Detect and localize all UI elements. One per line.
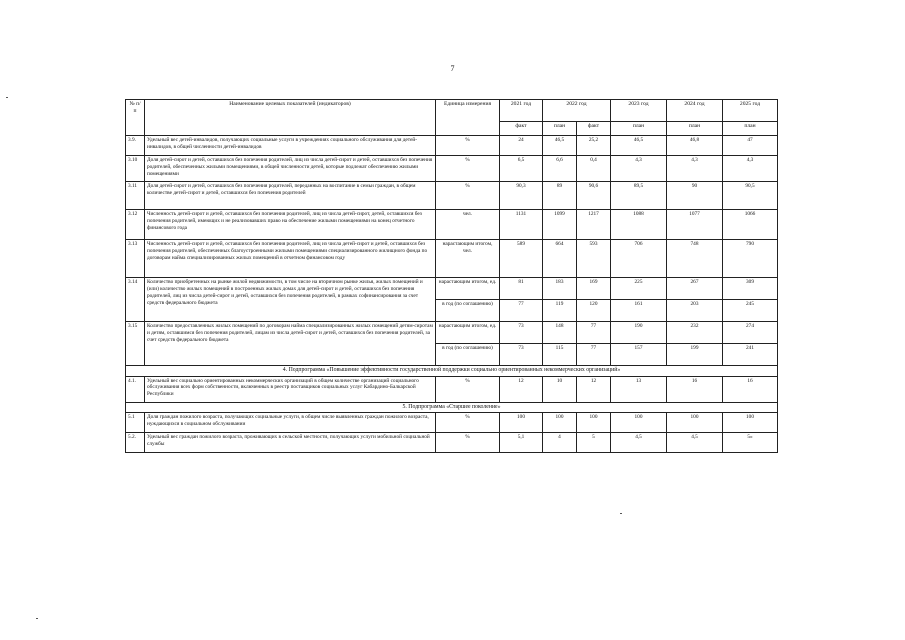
value-cell: 16 xyxy=(667,376,723,402)
value-cell: 232 xyxy=(667,322,723,344)
value-cell: 183 xyxy=(543,278,577,300)
value-cell: 16 xyxy=(723,376,778,402)
indicator-name: Количество предоставленных жилых помещений по договорам найма специализированных жилых помещений детям-сиротам и детям, оставшимся без попечения родителей, лицам из числа детей-сирот и детей, оставшихся без попечения родителей, за счет средств федерального бюджета xyxy=(145,322,436,366)
value-cell: 1099 xyxy=(543,210,577,240)
row-number: 3.13 xyxy=(126,240,145,278)
value-cell: 199 xyxy=(667,344,723,366)
scan-speck xyxy=(36,618,38,619)
header-num: № п/п xyxy=(126,100,145,136)
header-2022: 2022 год xyxy=(543,100,611,122)
value-cell: 81 xyxy=(500,278,543,300)
value-cell: 706 xyxy=(611,240,667,278)
indicator-name: Удельный вес социально ориентированных некоммерческих организаций в общем количестве организаций социального обслуживания всех форм собственности, включенных в реестр поставщиков социальных услуг Кабардино-Балкарской Республики xyxy=(145,376,436,402)
value-cell: 13 xyxy=(611,376,667,402)
value-cell: 1131 xyxy=(500,210,543,240)
value-cell: 12 xyxy=(577,376,611,402)
value-cell: 4,3 xyxy=(611,156,667,182)
subheader-2022-plan: план xyxy=(543,122,577,136)
value-cell: 267 xyxy=(667,278,723,300)
value-cell: 120 xyxy=(577,300,611,322)
header-unit: Единица измерения xyxy=(436,100,500,136)
indicators-table xyxy=(125,99,778,453)
value-cell: 47 xyxy=(723,136,778,156)
section-4-header xyxy=(126,366,778,377)
indicator-name: Количество приобретенных на рынке жилой недвижимости, в том числе на вторичном рынке жилья, жилых помещений и (или) количество жилых помещений в построенных жилых домах для детей-сирот и детей, оставшихся без попечения родителей, лиц из числа детей-сирот и детей, оставшихся без попечения родителей, в рамках софинансирования за счет средств федерального бюджета xyxy=(145,278,436,322)
value-cell: 225 xyxy=(611,278,667,300)
unit-cell: % xyxy=(436,156,500,182)
value-cell: 46,5 xyxy=(543,136,577,156)
value-cell: 90,6 xyxy=(577,182,611,210)
value-cell: 1088 xyxy=(611,210,667,240)
value-cell: 593 xyxy=(577,240,611,278)
value-cell: 274 xyxy=(723,322,778,344)
row-number: 5.1 xyxy=(126,413,145,433)
unit-cell: в год (по соглашению) xyxy=(436,300,500,322)
value-cell: 100 xyxy=(500,413,543,433)
value-cell: 6,5 xyxy=(500,156,543,182)
value-cell: 25,2 xyxy=(577,136,611,156)
row-number: 3.10 xyxy=(126,156,145,182)
unit-cell: % xyxy=(436,182,500,210)
subheader-2021-fact: факт xyxy=(500,122,543,136)
value-cell: 5» xyxy=(723,433,778,453)
value-cell: 89 xyxy=(543,182,577,210)
value-cell: 1217 xyxy=(577,210,611,240)
unit-cell: % xyxy=(436,433,500,453)
table-row xyxy=(126,156,778,182)
table-row xyxy=(126,240,778,278)
unit-cell: % xyxy=(436,376,500,402)
indicator-name: Доля детей-сирот и детей, оставшихся без попечения родителей, переданных на воспитание в семьи граждан, в общем количестве детей-сирот и детей, оставшихся без попечения родителей xyxy=(145,182,436,210)
value-cell: 0,4 xyxy=(577,156,611,182)
row-number: 3.14 xyxy=(126,278,145,322)
value-cell: 90,5 xyxy=(723,182,778,210)
indicator-name: Доля детей-сирот и детей, оставшихся без попечения родителей, лиц из числа детей-сирот и детей, оставшихся без попечения родителей, обеспеченных жилыми помещениями, в общей численности детей, которые подлежат обеспечению жилыми помещениями xyxy=(145,156,436,182)
subheader-2025-plan: план xyxy=(723,122,778,136)
header-name: Наименование целевых показателей (индикаторов) xyxy=(145,100,436,136)
subheader-2022-fact: факт xyxy=(577,122,611,136)
value-cell: 190 xyxy=(611,322,667,344)
table-row xyxy=(126,413,778,433)
value-cell: 100 xyxy=(577,413,611,433)
value-cell: 12 xyxy=(500,376,543,402)
table-row xyxy=(126,136,778,156)
header-2025: 2025 год xyxy=(723,100,778,122)
value-cell: 77 xyxy=(577,344,611,366)
section-title: 5. Подпрограмма «Старшее поколение» xyxy=(126,402,778,413)
section-5-header xyxy=(126,402,778,413)
row-number: 3.9. xyxy=(126,136,145,156)
value-cell: 24 xyxy=(500,136,543,156)
value-cell: 241 xyxy=(723,344,778,366)
value-cell: 4,5 xyxy=(667,433,723,453)
header-2021: 2021 год xyxy=(500,100,543,122)
value-cell: 10 xyxy=(543,376,577,402)
unit-cell: нарастающим итогом, ед. xyxy=(436,278,500,300)
value-cell: 73 xyxy=(500,322,543,344)
value-cell: 5,1 xyxy=(500,433,543,453)
value-cell: 148 xyxy=(543,322,577,344)
table-row xyxy=(126,433,778,453)
scan-speck xyxy=(6,97,8,98)
row-number: 3.15 xyxy=(126,322,145,366)
row-number: 3.11 xyxy=(126,182,145,210)
value-cell: 119 xyxy=(543,300,577,322)
subheader-2023-plan: план xyxy=(611,122,667,136)
value-cell: 1066 xyxy=(723,210,778,240)
scan-speck xyxy=(620,513,622,514)
section-title: 4. Подпрограмма «Повышение эффективности государственной поддержки социально ориентированных некоммерческих организаций» xyxy=(126,366,778,377)
value-cell: 46,8 xyxy=(667,136,723,156)
indicator-name: Численность детей-сирот и детей, оставшихся без попечения родителей, лиц из числа детей-сирот и детей, оставшихся без попечения родителей, обеспеченных благоустроенными жилыми помещениями специализированного жилищного фонда по договорам найма специализированных жилых помещений в отчетном финансовом году xyxy=(145,240,436,278)
row-number: 4.1. xyxy=(126,376,145,402)
indicator-name: Доля граждан пожилого возраста, получающих социальные услуги, в общем числе выявленных граждан пожилого возраста, нуждающихся в социальном обслуживании xyxy=(145,413,436,433)
indicator-name: Численность детей-сирот и детей, оставшихся без попечения родителей, лиц из числа детей-сирот, детей, оставшихся без попечения родителей, имеющих и не реализовавших право на обеспечение жилыми помещениями на конец отчетного финансового года xyxy=(145,210,436,240)
value-cell: 203 xyxy=(667,300,723,322)
value-cell: 4 xyxy=(543,433,577,453)
unit-cell: чел. xyxy=(436,210,500,240)
unit-cell: % xyxy=(436,136,500,156)
indicator-name: Удельный вес граждан пожилого возраста, проживающих в сельской местности, получающих услуги мобильной социальной службы xyxy=(145,433,436,453)
value-cell: 46,5 xyxy=(611,136,667,156)
unit-cell: в год (по соглашению) xyxy=(436,344,500,366)
value-cell: 169 xyxy=(577,278,611,300)
header-2024: 2024 год xyxy=(667,100,723,122)
unit-cell: нарастающим итогом, чел. xyxy=(436,240,500,278)
subheader-2024-plan: план xyxy=(667,122,723,136)
value-cell: 4,5 xyxy=(611,433,667,453)
value-cell: 89,5 xyxy=(611,182,667,210)
value-cell: 748 xyxy=(667,240,723,278)
value-cell: 664 xyxy=(543,240,577,278)
value-cell: 4,3 xyxy=(723,156,778,182)
value-cell: 161 xyxy=(611,300,667,322)
value-cell: 90,3 xyxy=(500,182,543,210)
table-row xyxy=(126,278,778,300)
table-row xyxy=(126,210,778,240)
value-cell: 4,3 xyxy=(667,156,723,182)
value-cell: 157 xyxy=(611,344,667,366)
value-cell: 1077 xyxy=(667,210,723,240)
value-cell: 5 xyxy=(577,433,611,453)
value-cell: 73 xyxy=(500,344,543,366)
value-cell: 309 xyxy=(723,278,778,300)
unit-cell: % xyxy=(436,413,500,433)
value-cell: 790 xyxy=(723,240,778,278)
value-cell: 6,6 xyxy=(543,156,577,182)
value-cell: 100 xyxy=(543,413,577,433)
indicator-name: Удельный вес детей-инвалидов, получающих социальные услуги в учреждениях социального обслуживания для детей-инвалидов, в общей численности детей-инвалидов xyxy=(145,136,436,156)
value-cell: 90 xyxy=(667,182,723,210)
row-number: 5.2. xyxy=(126,433,145,453)
value-cell: 77 xyxy=(577,322,611,344)
value-cell: 115 xyxy=(543,344,577,366)
value-cell: 100 xyxy=(667,413,723,433)
value-cell: 100 xyxy=(611,413,667,433)
table-row xyxy=(126,182,778,210)
header-2023: 2023 год xyxy=(611,100,667,122)
value-cell: 589 xyxy=(500,240,543,278)
row-number: 3.12 xyxy=(126,210,145,240)
unit-cell: нарастающим итогом, ед. xyxy=(436,322,500,344)
value-cell: 77 xyxy=(500,300,543,322)
table-row xyxy=(126,376,778,402)
value-cell: 245 xyxy=(723,300,778,322)
value-cell: 100 xyxy=(723,413,778,433)
table-row xyxy=(126,322,778,344)
page-number: 7 xyxy=(450,64,455,73)
